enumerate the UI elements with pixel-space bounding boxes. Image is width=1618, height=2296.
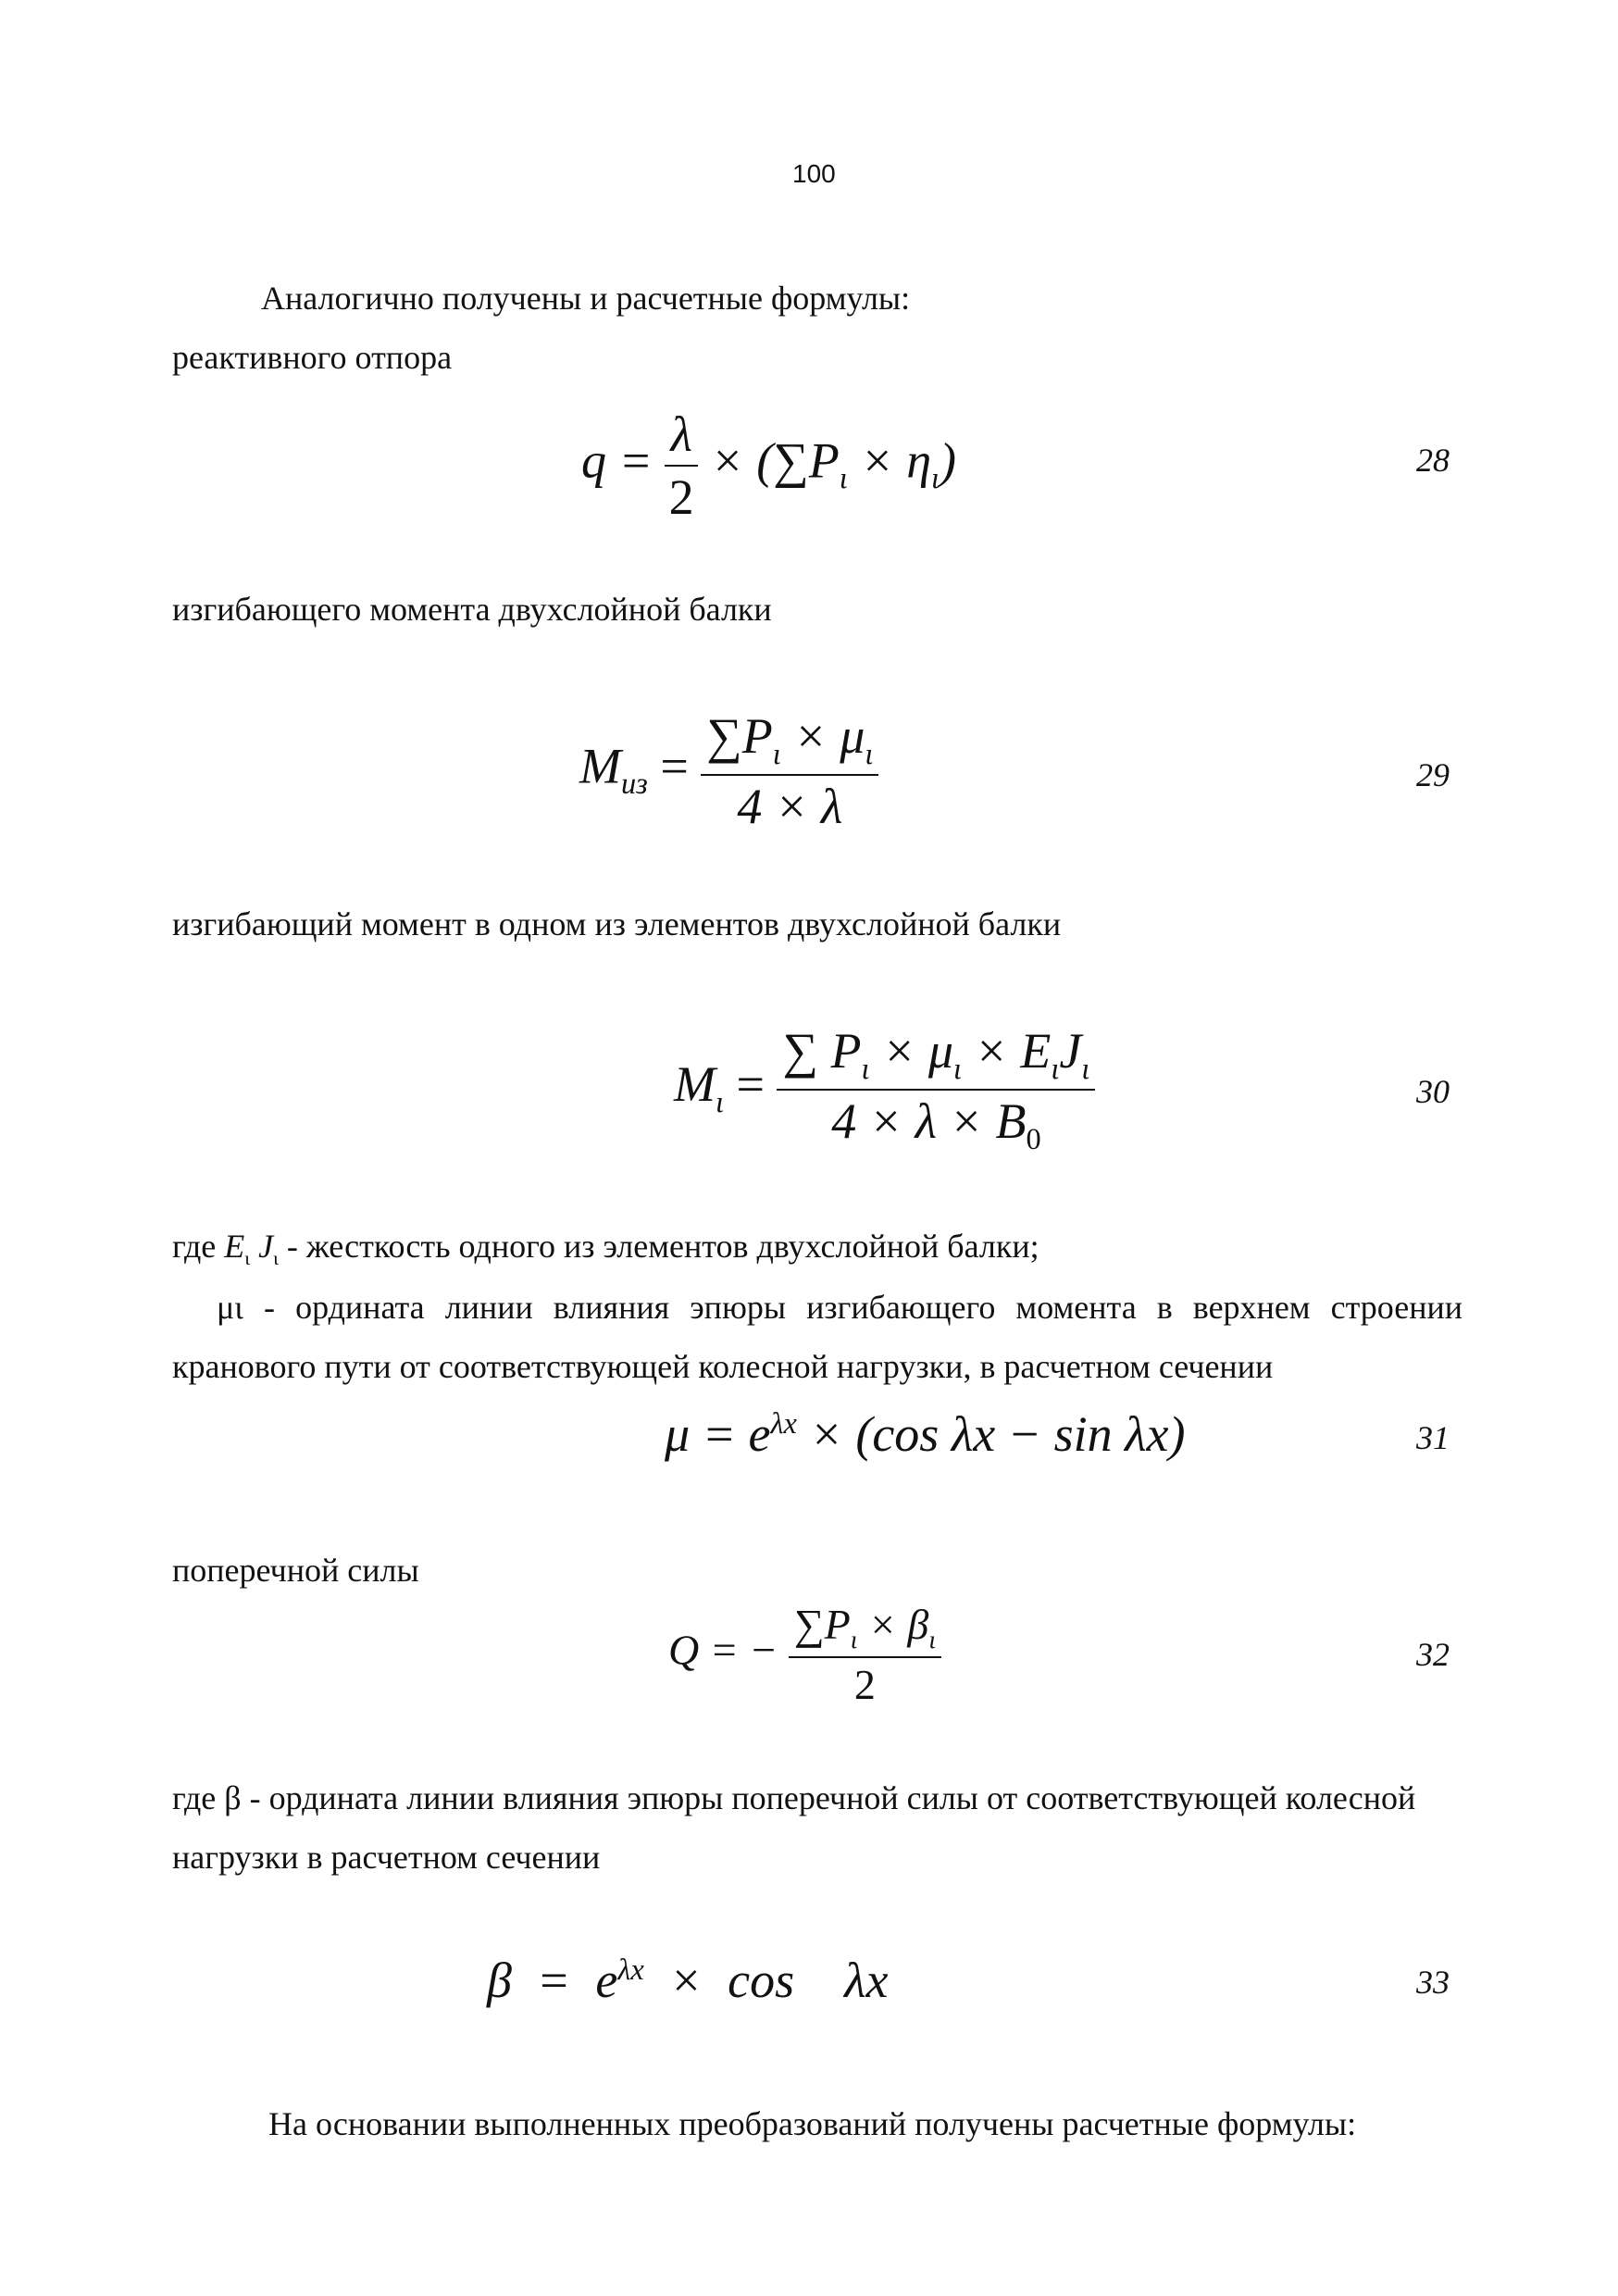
equation-number-29: 29 bbox=[1416, 756, 1450, 793]
equation-31: $\mu = e^{\lambda x} \times (\cos$ λx − sin λx) bbox=[665, 1406, 1186, 1462]
fraction: $\frac{\lambda}{2}$ bbox=[665, 406, 697, 526]
equation-number-33: 33 bbox=[1416, 1964, 1450, 2001]
equation-29: $M_{из}$ = $\frac{\sum P_\iota \times \mu_\iota}{4 \times \lambda}$ bbox=[579, 707, 878, 835]
intro-text: Аналогично получены и расчетные формулы: bbox=[261, 280, 911, 317]
page-number: 100 bbox=[792, 159, 836, 188]
equation-30: $M_\iota$ = $\frac{\sum P_\iota \times \mu_\iota \times E_\iota J_\iota}{4 \times \lambda \times B_0}$ bbox=[674, 1022, 1095, 1157]
where-stiffness: где $E_\iota$ $J_\iota$ - жесткость одного из элементов двухслойной балки; bbox=[172, 1228, 1039, 1270]
label-bending: изгибающего момента двухслойной балки bbox=[172, 591, 772, 628]
label-shear: поперечной силы bbox=[172, 1552, 419, 1589]
equation-32: Q = − $\frac{\sum P_\iota \times \beta_\iota}{2}$ bbox=[668, 1600, 941, 1709]
equation-number-28: 28 bbox=[1416, 442, 1450, 479]
label-reactive: реактивного отпора bbox=[172, 339, 453, 376]
beta-definition-line1: где β - ордината линии влияния эпюры поперечной силы от соответствующей колесной bbox=[172, 1779, 1416, 1816]
fraction: $\frac{\sum P_\iota \times \beta_\iota}{2}$ bbox=[789, 1600, 941, 1709]
mu-definition-line1: μι - ордината линии влияния эпюры изгибающего момента в верхнем строении bbox=[217, 1289, 1462, 1326]
closing-text: На основании выполненных преобразований получены расчетные формулы: bbox=[268, 2105, 1357, 2142]
equation-number-30: 30 bbox=[1416, 1073, 1450, 1110]
equation-33: $\beta = e^{\lambda x} \times \cos$ λx bbox=[487, 1953, 889, 2008]
equation-28: q = $\frac{\lambda}{2}$ × $(\sum P_\iota \times \eta_\iota)$ bbox=[581, 406, 956, 525]
fraction: $\frac{\sum P_\iota \times \mu_\iota \times E_\iota J_\iota}{4 \times \lambda \times B_0}$ bbox=[777, 1022, 1095, 1157]
mu-definition-line2: кранового пути от соответствующей колесной нагрузки, в расчетном сечении bbox=[172, 1348, 1274, 1385]
label-element: изгибающий момент в одном из элементов двухслойной балки bbox=[172, 905, 1062, 942]
equation-number-31: 31 bbox=[1416, 1419, 1450, 1456]
equation-number-32: 32 bbox=[1416, 1636, 1450, 1673]
fraction: $\frac{\sum P_\iota \times \mu_\iota}{4 \times \lambda}$ bbox=[701, 707, 878, 835]
beta-definition-line2: нагрузки в расчетном сечении bbox=[172, 1839, 601, 1876]
